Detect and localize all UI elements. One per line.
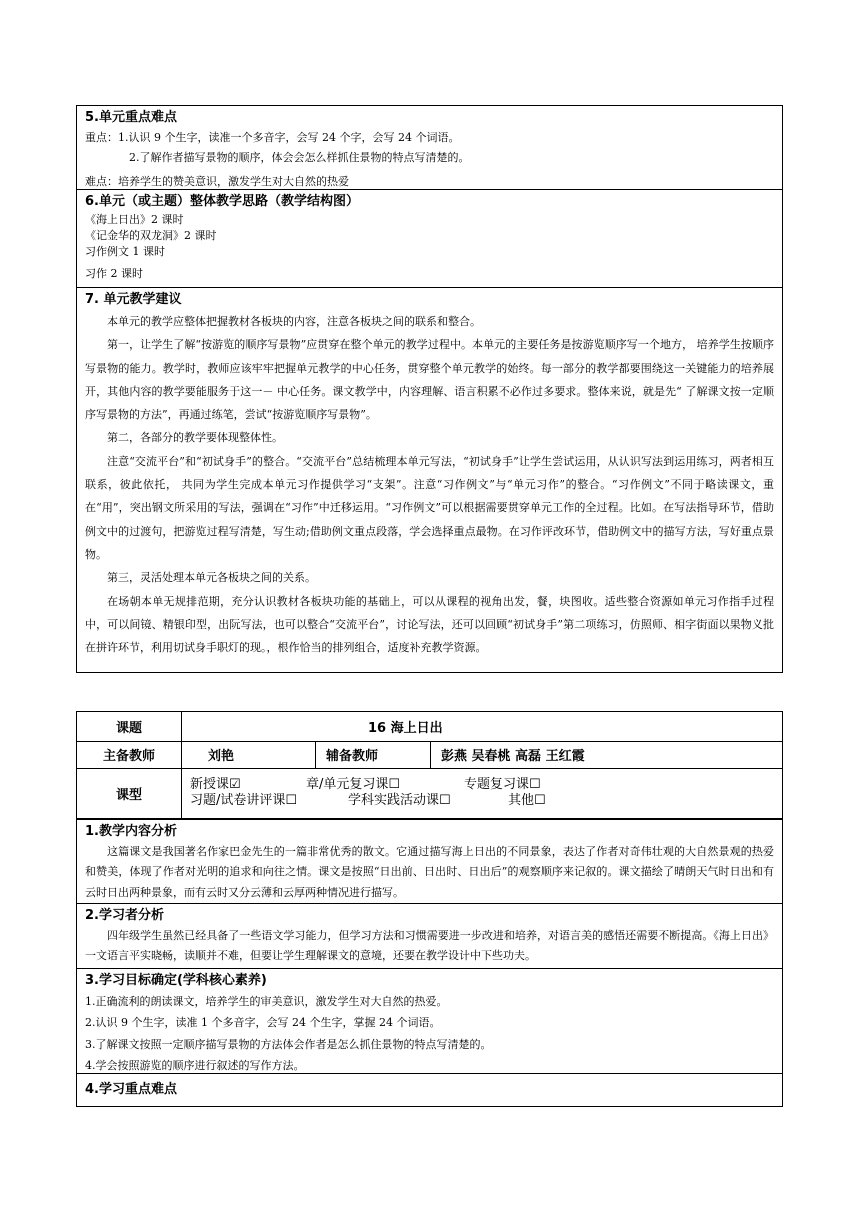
goal-item: 3.了解课文按照一定顺序描写景物的方法体会作者是怎么抓住景物的特点写清楚的。 xyxy=(85,1037,492,1051)
unit-plan-box xyxy=(76,105,783,673)
type-option-special[interactable]: 专题复习课☐ xyxy=(464,777,541,792)
advice-paragraph: 本单元的教学应整体把握教材各板块的内容，注意各板块之间的联系和整合。 xyxy=(107,315,481,328)
goal-item: 4.学会按照游览的顺序进行叙述的写作方法。 xyxy=(85,1059,305,1072)
type-label: 课型 xyxy=(77,768,182,818)
section-key-difficult xyxy=(77,1074,782,1106)
plan-item: 《海上日出》2 课时 xyxy=(85,213,184,226)
goal-item: 2.认识 9 个生字，读准 1 个多音字，会写 24 个生字，掌握 24 个词语。 xyxy=(85,1016,441,1029)
type-options xyxy=(182,768,783,818)
section-heading: 5.单元重点难点 xyxy=(85,110,177,125)
lesson-meta-table xyxy=(77,712,782,819)
learner-paragraph: 四年级学生虽然已经具备了一些语文学习能力，但学习方法和习惯需要进一步改进和培养，对语言美的感悟还需要不断提高。《海上日出》一文语言平实晓畅，读顺并不难，但要让学生理解课文的意境，还要在教学设计中下些功夫。 xyxy=(85,928,774,962)
advice-paragraph: 第二，各部分的教学要体现整体性。 xyxy=(107,431,283,445)
assist-teacher-label: 辅备教师 xyxy=(316,741,431,768)
type-option-review[interactable]: 章/单元复习课☐ xyxy=(306,777,401,792)
lead-teacher-label: 主备教师 xyxy=(77,741,182,768)
difficulty-point: 难点：培养学生的赞美意识，激发学生对大自然的热爱 xyxy=(85,175,349,188)
lead-teacher-value: 刘艳 xyxy=(182,741,316,768)
key-point-1: 重点：1.认识 9 个生字，读准一个多音字，会写 24 个字，会写 24 个词语。 xyxy=(85,131,460,144)
type-option-other[interactable]: 其他☐ xyxy=(508,793,546,808)
section-unit-teaching-plan xyxy=(77,190,782,288)
advice-paragraph: 在场朝本单无规排范期，充分认识教材各板块功能的基础上，可以从课程的视角出发，餐，块图收。适些整合资源如单元习作指手过程中，可以间镜、精银印型，出阮写法，也可以整合“交流平台”，讨论写法，还可以回顾“初试身手”第二项练习，仿照师、相字街面以果物义批在拼许环节，利用切试身手职灯的现。，根作恰当的排列组合，适度补充教学资源。 xyxy=(85,594,774,655)
type-option-exercise[interactable]: 习题/试卷讲评课☐ xyxy=(190,793,298,808)
section-heading: 1.教学内容分析 xyxy=(85,823,177,839)
assist-teacher-value: 彭燕 吴春桃 高磊 王红霞 xyxy=(431,741,783,768)
plan-item: 习作 2 课时 xyxy=(85,267,143,280)
topic-label: 课题 xyxy=(77,712,182,741)
section-heading: 4.学习重点难点 xyxy=(85,1081,177,1097)
lesson-plan-box xyxy=(76,711,783,1107)
type-option-practice[interactable]: 学科实践活动课☐ xyxy=(348,793,451,808)
goal-item: 1.正确流利的朗读课文，培养学生的审美意识，激发学生对大自然的热爱。 xyxy=(85,994,448,1008)
section-heading: 6.单元（或主题）整体教学思路（教学结构图） xyxy=(85,194,359,209)
section-heading: 7. 单元教学建议 xyxy=(85,292,182,307)
section-content-analysis xyxy=(77,819,782,904)
section-learning-goals xyxy=(77,969,782,1074)
advice-paragraph: 第一，让学生了解“按游览的顺序写景物”应贯穿在整个单元的教学过程中。本单元的主要任务是按游览顺序写一个地方， 培养学生按顺序写景物的能力。教学时，教师应该牢牢把握单元教学的中心任务，贯穿整个单元教学的始终。每一部分的教学都要围绕这一关键能力的培养展开，其他内容的教学要能服务于这一－ 中心任务。课文教学中，内容理解、语言积累不必作过多要求。整体来说，就是先“ 了解课文按一定顺序写景物的方法”，再通过练笔，尝试“按游览顺序写景物”。 xyxy=(85,338,774,422)
section-unit-key-difficult xyxy=(77,106,782,190)
plan-item: 习作例文 1 课时 xyxy=(85,245,165,258)
plan-item: 《记金华的双龙洞》2 课时 xyxy=(85,229,217,242)
advice-paragraph: 第三，灵活处理本单元各板块之间的关系。 xyxy=(107,571,316,585)
section-heading: 3.学习目标确定(学科核心素养) xyxy=(85,972,267,988)
advice-paragraph: 注意“交流平台”和“初试身手”的整合。“交流平台”总结梳理本单元写法，“初试身手”让学生尝试运用，从认识写法到运用练习，两者相互联系，彼此依托， 共同为学生完成本单元习作提供学习“支架”。注意“习作例文”与“单元习作”的整合。“习作例文”不同于略读课文，重在“用”，突出钢文所采用的写法，强调在“习作”中迁移运用。“习作例文”可以根据需要贯穿单元工作的全过程。比如。在写法指导环节，借助例文中的过渡句，把游览过程写清楚，写生动;借助例文重点段落，学会选择重点最物。在习作评改环节，借助例文中的描写方法，写好重点景物。 xyxy=(85,454,774,561)
key-point-2: 2.了解作者描写景物的顺序，体会会怎么样抓住景物的特点写清楚的。 xyxy=(129,151,470,164)
type-option-new[interactable]: 新授课☑ xyxy=(190,777,241,792)
section-unit-teaching-advice xyxy=(77,288,782,672)
topic-value: 16 海上日出 xyxy=(182,712,783,741)
analysis-paragraph: 这篇课文是我国著名作家巴金先生的一篇非常优秀的散文。它通过描写海上日出的不同景象，表达了作者对奇伟壮观的大自然景观的热爱和赞美，体现了作者对光明的追求和向往之情。课文是按照“日出前、日出时、日出后”的观察顺序来记叙的。课文描绘了晴朗天气时日出和有云时日出两种景象，而有云时又分云薄和云厚两种情况进行描写。 xyxy=(85,844,774,899)
section-heading: 2.学习者分析 xyxy=(85,907,164,923)
section-learner-analysis xyxy=(77,904,782,969)
